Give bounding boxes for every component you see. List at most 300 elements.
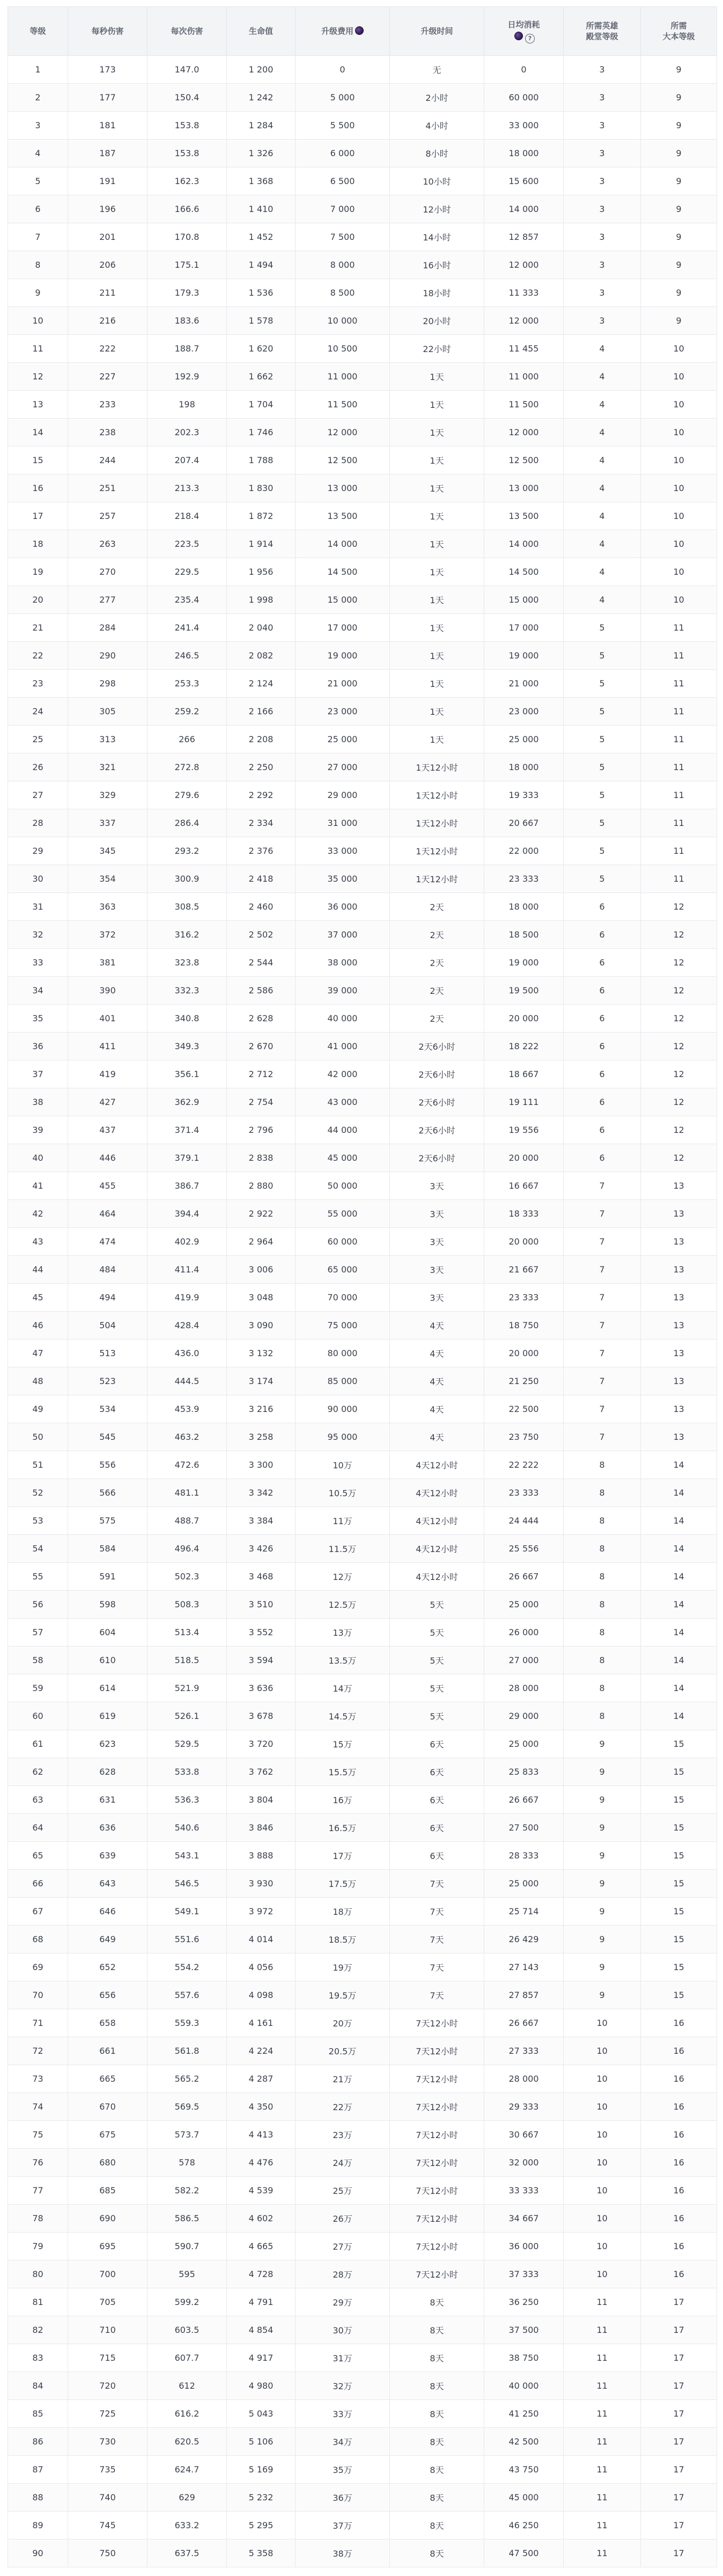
cell-daily-cost: 18 667 [484, 1060, 564, 1088]
cell-upgrade-time: 8天 [390, 2372, 484, 2400]
table-row [8, 726, 717, 753]
cell-level: 65 [8, 1842, 68, 1870]
cell-hitpoints: 2 376 [227, 837, 296, 865]
cell-damage-per-hit: 633.2 [147, 2512, 227, 2540]
cell-damage-per-hit: 573.7 [147, 2121, 227, 2149]
cell-damage-per-hit: 557.6 [147, 1981, 227, 2009]
cell-level: 66 [8, 1870, 68, 1898]
cell-town-hall-level: 15 [641, 1814, 717, 1842]
cell-town-hall-level: 9 [641, 140, 717, 167]
cell-hero-hall-level: 5 [564, 726, 641, 753]
cell-damage-per-hit: 533.8 [147, 1758, 227, 1786]
cell-daily-cost: 12 500 [484, 447, 564, 474]
table-row [8, 474, 717, 502]
cell-level: 81 [8, 2288, 68, 2316]
table-row [8, 2344, 717, 2372]
cell-daily-cost: 16 667 [484, 1172, 564, 1200]
cell-hero-hall-level: 4 [564, 502, 641, 530]
cell-level: 72 [8, 2037, 68, 2065]
cell-hero-hall-level: 9 [564, 1981, 641, 2009]
cell-upgrade-time: 22小时 [390, 335, 484, 363]
cell-hitpoints: 1 200 [227, 56, 296, 84]
cell-daily-cost: 18 750 [484, 1312, 564, 1340]
cell-town-hall-level: 13 [641, 1312, 717, 1340]
cell-damage-per-hit: 218.4 [147, 502, 227, 530]
cell-daily-cost: 21 667 [484, 1256, 564, 1284]
cell-dps: 504 [68, 1312, 147, 1340]
table-row [8, 1870, 717, 1898]
cell-daily-cost: 37 500 [484, 2316, 564, 2344]
cell-hero-hall-level: 11 [564, 2316, 641, 2344]
cell-daily-cost: 25 714 [484, 1898, 564, 1926]
cell-hitpoints: 1 956 [227, 558, 296, 586]
cell-damage-per-hit: 444.5 [147, 1367, 227, 1395]
cell-hitpoints: 2 208 [227, 726, 296, 753]
cell-hitpoints: 2 418 [227, 865, 296, 893]
cell-hitpoints: 2 166 [227, 698, 296, 726]
cell-dps: 614 [68, 1674, 147, 1702]
cell-hero-hall-level: 9 [564, 1926, 641, 1953]
cell-hero-hall-level: 3 [564, 195, 641, 223]
help-icon[interactable]: ? [525, 34, 535, 43]
table-row [8, 586, 717, 614]
cell-upgrade-time: 8天 [390, 2400, 484, 2428]
table-row [8, 335, 717, 363]
table-row [8, 1730, 717, 1758]
cell-upgrade-cost: 15 000 [296, 586, 390, 614]
cell-damage-per-hit: 603.5 [147, 2316, 227, 2344]
cell-hitpoints: 3 342 [227, 1479, 296, 1507]
cell-hitpoints: 3 720 [227, 1730, 296, 1758]
cell-upgrade-cost: 14 000 [296, 530, 390, 558]
table-row [8, 1144, 717, 1172]
table-row [8, 223, 717, 251]
table-row [8, 1814, 717, 1842]
cell-upgrade-cost: 12 000 [296, 419, 390, 447]
table-row [8, 1423, 717, 1451]
cell-damage-per-hit: 561.8 [147, 2037, 227, 2065]
cell-town-hall-level: 9 [641, 279, 717, 307]
cell-level: 13 [8, 391, 68, 419]
cell-dps: 715 [68, 2344, 147, 2372]
cell-level: 15 [8, 447, 68, 474]
cell-hitpoints: 2 460 [227, 893, 296, 921]
cell-upgrade-time: 1天12小时 [390, 809, 484, 837]
cell-town-hall-level: 14 [641, 1619, 717, 1646]
cell-dps: 372 [68, 921, 147, 949]
cell-daily-cost: 18 000 [484, 893, 564, 921]
cell-hero-hall-level: 3 [564, 251, 641, 279]
cell-upgrade-time: 5天 [390, 1619, 484, 1646]
cell-damage-per-hit: 411.4 [147, 1256, 227, 1284]
header-hero-hall-level: 所需英雄 殿堂等级 [564, 7, 641, 56]
cell-hero-hall-level: 6 [564, 921, 641, 949]
cell-upgrade-time: 4天12小时 [390, 1563, 484, 1591]
cell-daily-cost: 14 000 [484, 530, 564, 558]
cell-upgrade-time: 18小时 [390, 279, 484, 307]
cell-daily-cost: 14 500 [484, 558, 564, 586]
cell-town-hall-level: 15 [641, 1842, 717, 1870]
cell-upgrade-cost: 28万 [296, 2260, 390, 2288]
cell-hero-hall-level: 5 [564, 642, 641, 670]
cell-damage-per-hit: 436.0 [147, 1340, 227, 1367]
cell-upgrade-cost: 25万 [296, 2177, 390, 2205]
cell-upgrade-time: 1天12小时 [390, 753, 484, 781]
cell-level: 45 [8, 1284, 68, 1312]
cell-dps: 598 [68, 1591, 147, 1619]
table-row [8, 1507, 717, 1535]
table-row [8, 2233, 717, 2260]
cell-dps: 745 [68, 2512, 147, 2540]
cell-dps: 628 [68, 1758, 147, 1786]
cell-daily-cost: 18 333 [484, 1200, 564, 1228]
cell-upgrade-time: 5天 [390, 1646, 484, 1674]
cell-level: 77 [8, 2177, 68, 2205]
cell-level: 55 [8, 1563, 68, 1591]
cell-town-hall-level: 17 [641, 2316, 717, 2344]
cell-level: 5 [8, 167, 68, 195]
cell-dps: 750 [68, 2540, 147, 2567]
cell-town-hall-level: 17 [641, 2540, 717, 2567]
header-upgrade-time: 升级时间 [390, 7, 484, 56]
cell-town-hall-level: 11 [641, 865, 717, 893]
table-row [8, 1033, 717, 1060]
cell-dps: 206 [68, 251, 147, 279]
cell-daily-cost: 19 500 [484, 977, 564, 1005]
cell-level: 14 [8, 419, 68, 447]
cell-daily-cost: 18 222 [484, 1033, 564, 1060]
cell-dps: 670 [68, 2093, 147, 2121]
cell-town-hall-level: 14 [641, 1591, 717, 1619]
cell-level: 30 [8, 865, 68, 893]
cell-hitpoints: 3 006 [227, 1256, 296, 1284]
cell-upgrade-time: 7天12小时 [390, 2233, 484, 2260]
cell-upgrade-cost: 29万 [296, 2288, 390, 2316]
cell-daily-cost: 0 [484, 56, 564, 84]
cell-damage-per-hit: 551.6 [147, 1926, 227, 1953]
cell-level: 7 [8, 223, 68, 251]
cell-town-hall-level: 17 [641, 2344, 717, 2372]
cell-upgrade-time: 7天12小时 [390, 2177, 484, 2205]
cell-dps: 680 [68, 2149, 147, 2177]
cell-hitpoints: 5 232 [227, 2484, 296, 2512]
cell-dps: 695 [68, 2233, 147, 2260]
cell-daily-cost: 12 857 [484, 223, 564, 251]
cell-daily-cost: 15 600 [484, 167, 564, 195]
cell-upgrade-time: 1天 [390, 363, 484, 391]
cell-daily-cost: 46 250 [484, 2512, 564, 2540]
dark-elixir-icon [514, 32, 523, 40]
cell-level: 32 [8, 921, 68, 949]
table-row [8, 698, 717, 726]
cell-upgrade-time: 4天 [390, 1367, 484, 1395]
cell-level: 44 [8, 1256, 68, 1284]
cell-level: 1 [8, 56, 68, 84]
cell-hero-hall-level: 3 [564, 56, 641, 84]
table-row [8, 1172, 717, 1200]
cell-daily-cost: 36 000 [484, 2233, 564, 2260]
cell-upgrade-cost: 21 000 [296, 670, 390, 698]
cell-dps: 313 [68, 726, 147, 753]
cell-town-hall-level: 13 [641, 1200, 717, 1228]
cell-damage-per-hit: 578 [147, 2149, 227, 2177]
cell-upgrade-cost: 10万 [296, 1451, 390, 1479]
cell-hero-hall-level: 6 [564, 1144, 641, 1172]
table-row [8, 419, 717, 447]
cell-daily-cost: 11 455 [484, 335, 564, 363]
cell-upgrade-time: 8小时 [390, 140, 484, 167]
cell-hero-hall-level: 3 [564, 140, 641, 167]
cell-level: 2 [8, 84, 68, 112]
table-row [8, 1088, 717, 1116]
cell-level: 3 [8, 112, 68, 140]
cell-hitpoints: 1 242 [227, 84, 296, 112]
cell-hero-hall-level: 9 [564, 1870, 641, 1898]
cell-level: 50 [8, 1423, 68, 1451]
header-row [8, 7, 717, 56]
cell-hero-hall-level: 11 [564, 2540, 641, 2567]
cell-town-hall-level: 14 [641, 1563, 717, 1591]
cell-level: 36 [8, 1033, 68, 1060]
cell-dps: 619 [68, 1702, 147, 1730]
cell-hitpoints: 3 090 [227, 1312, 296, 1340]
cell-level: 18 [8, 530, 68, 558]
cell-upgrade-time: 无 [390, 56, 484, 84]
cell-dps: 545 [68, 1423, 147, 1451]
cell-upgrade-time: 4天 [390, 1423, 484, 1451]
cell-dps: 494 [68, 1284, 147, 1312]
cell-hitpoints: 1 368 [227, 167, 296, 195]
cell-upgrade-cost: 14.5万 [296, 1702, 390, 1730]
cell-daily-cost: 19 000 [484, 949, 564, 977]
cell-daily-cost: 25 556 [484, 1535, 564, 1563]
cell-town-hall-level: 13 [641, 1256, 717, 1284]
cell-level: 46 [8, 1312, 68, 1340]
cell-town-hall-level: 17 [641, 2484, 717, 2512]
cell-town-hall-level: 9 [641, 112, 717, 140]
cell-upgrade-time: 4天12小时 [390, 1451, 484, 1479]
cell-damage-per-hit: 546.5 [147, 1870, 227, 1898]
cell-daily-cost: 60 000 [484, 84, 564, 112]
cell-hero-hall-level: 8 [564, 1507, 641, 1535]
cell-town-hall-level: 14 [641, 1451, 717, 1479]
cell-daily-cost: 20 667 [484, 809, 564, 837]
cell-hitpoints: 3 636 [227, 1674, 296, 1702]
cell-town-hall-level: 11 [641, 809, 717, 837]
cell-damage-per-hit: 586.5 [147, 2205, 227, 2233]
cell-hero-hall-level: 6 [564, 893, 641, 921]
table-row [8, 2260, 717, 2288]
cell-upgrade-cost: 50 000 [296, 1172, 390, 1200]
cell-daily-cost: 27 333 [484, 2037, 564, 2065]
cell-town-hall-level: 10 [641, 335, 717, 363]
cell-level: 6 [8, 195, 68, 223]
cell-level: 84 [8, 2372, 68, 2400]
cell-upgrade-cost: 55 000 [296, 1200, 390, 1228]
cell-upgrade-time: 5天 [390, 1702, 484, 1730]
cell-hero-hall-level: 11 [564, 2372, 641, 2400]
cell-damage-per-hit: 166.6 [147, 195, 227, 223]
cell-hitpoints: 1 746 [227, 419, 296, 447]
cell-upgrade-time: 3天 [390, 1284, 484, 1312]
cell-upgrade-cost: 13 500 [296, 502, 390, 530]
cell-upgrade-cost: 17万 [296, 1842, 390, 1870]
cell-hitpoints: 4 476 [227, 2149, 296, 2177]
cell-level: 62 [8, 1758, 68, 1786]
cell-hitpoints: 3 552 [227, 1619, 296, 1646]
cell-upgrade-time: 3天 [390, 1200, 484, 1228]
cell-upgrade-time: 8天 [390, 2512, 484, 2540]
cell-upgrade-cost: 38万 [296, 2540, 390, 2567]
table-row [8, 279, 717, 307]
cell-damage-per-hit: 582.2 [147, 2177, 227, 2205]
cell-daily-cost: 25 000 [484, 1591, 564, 1619]
cell-level: 41 [8, 1172, 68, 1200]
cell-level: 10 [8, 307, 68, 335]
cell-damage-per-hit: 637.5 [147, 2540, 227, 2567]
cell-hero-hall-level: 4 [564, 391, 641, 419]
table-row [8, 949, 717, 977]
cell-dps: 591 [68, 1563, 147, 1591]
cell-hero-hall-level: 10 [564, 2149, 641, 2177]
cell-damage-per-hit: 371.4 [147, 1116, 227, 1144]
cell-damage-per-hit: 170.8 [147, 223, 227, 251]
cell-upgrade-time: 16小时 [390, 251, 484, 279]
cell-level: 83 [8, 2344, 68, 2372]
cell-damage-per-hit: 340.8 [147, 1005, 227, 1033]
cell-level: 20 [8, 586, 68, 614]
cell-daily-cost: 29 333 [484, 2093, 564, 2121]
cell-dps: 646 [68, 1898, 147, 1926]
cell-town-hall-level: 17 [641, 2428, 717, 2456]
table-row [8, 1674, 717, 1702]
cell-dps: 419 [68, 1060, 147, 1088]
cell-upgrade-time: 2天6小时 [390, 1033, 484, 1060]
cell-hitpoints: 1 452 [227, 223, 296, 251]
cell-hitpoints: 3 048 [227, 1284, 296, 1312]
cell-town-hall-level: 12 [641, 1116, 717, 1144]
cell-daily-cost: 26 667 [484, 1563, 564, 1591]
cell-hitpoints: 4 161 [227, 2009, 296, 2037]
cell-daily-cost: 18 000 [484, 753, 564, 781]
cell-upgrade-time: 4天 [390, 1340, 484, 1367]
cell-upgrade-cost: 0 [296, 56, 390, 84]
cell-hero-hall-level: 10 [564, 2205, 641, 2233]
cell-hitpoints: 4 413 [227, 2121, 296, 2149]
cell-hitpoints: 5 295 [227, 2512, 296, 2540]
cell-hero-hall-level: 9 [564, 1953, 641, 1981]
cell-upgrade-time: 8天 [390, 2288, 484, 2316]
cell-upgrade-cost: 11万 [296, 1507, 390, 1535]
cell-upgrade-cost: 25 000 [296, 726, 390, 753]
cell-hitpoints: 4 728 [227, 2260, 296, 2288]
cell-upgrade-cost: 10.5万 [296, 1479, 390, 1507]
cell-level: 71 [8, 2009, 68, 2037]
cell-town-hall-level: 17 [641, 2456, 717, 2484]
cell-dps: 191 [68, 167, 147, 195]
cell-upgrade-cost: 13.5万 [296, 1646, 390, 1674]
cell-hero-hall-level: 10 [564, 2121, 641, 2149]
cell-town-hall-level: 11 [641, 837, 717, 865]
table-row [8, 1591, 717, 1619]
cell-daily-cost: 38 750 [484, 2344, 564, 2372]
cell-hero-hall-level: 6 [564, 1116, 641, 1144]
cell-town-hall-level: 16 [641, 2093, 717, 2121]
cell-daily-cost: 25 833 [484, 1758, 564, 1786]
cell-dps: 484 [68, 1256, 147, 1284]
table-row [8, 1228, 717, 1256]
cell-damage-per-hit: 179.3 [147, 279, 227, 307]
cell-damage-per-hit: 402.9 [147, 1228, 227, 1256]
cell-damage-per-hit: 202.3 [147, 419, 227, 447]
cell-daily-cost: 29 000 [484, 1702, 564, 1730]
cell-town-hall-level: 14 [641, 1535, 717, 1563]
cell-damage-per-hit: 192.9 [147, 363, 227, 391]
cell-hitpoints: 1 620 [227, 335, 296, 363]
cell-dps: 705 [68, 2288, 147, 2316]
cell-upgrade-time: 7天12小时 [390, 2149, 484, 2177]
cell-upgrade-time: 5天 [390, 1591, 484, 1619]
cell-town-hall-level: 11 [641, 698, 717, 726]
cell-dps: 604 [68, 1619, 147, 1646]
cell-town-hall-level: 15 [641, 1786, 717, 1814]
cell-daily-cost: 20 000 [484, 1005, 564, 1033]
cell-hitpoints: 3 300 [227, 1451, 296, 1479]
cell-upgrade-cost: 12 500 [296, 447, 390, 474]
cell-level: 16 [8, 474, 68, 502]
table-row [8, 1981, 717, 2009]
cell-hero-hall-level: 8 [564, 1591, 641, 1619]
table-row [8, 251, 717, 279]
cell-hero-hall-level: 9 [564, 1842, 641, 1870]
cell-hero-hall-level: 7 [564, 1284, 641, 1312]
table-row [8, 1395, 717, 1423]
cell-hero-hall-level: 5 [564, 753, 641, 781]
cell-dps: 390 [68, 977, 147, 1005]
cell-damage-per-hit: 620.5 [147, 2428, 227, 2456]
table-row [8, 2400, 717, 2428]
cell-hitpoints: 4 854 [227, 2316, 296, 2344]
cell-damage-per-hit: 153.8 [147, 140, 227, 167]
cell-town-hall-level: 13 [641, 1172, 717, 1200]
cell-dps: 270 [68, 558, 147, 586]
cell-hero-hall-level: 11 [564, 2288, 641, 2316]
table-row [8, 781, 717, 809]
cell-upgrade-time: 8天 [390, 2540, 484, 2567]
cell-hero-hall-level: 4 [564, 558, 641, 586]
cell-hero-hall-level: 4 [564, 363, 641, 391]
table-row [8, 2372, 717, 2400]
table-row [8, 1116, 717, 1144]
cell-dps: 610 [68, 1646, 147, 1674]
cell-dps: 257 [68, 502, 147, 530]
cell-upgrade-cost: 18万 [296, 1898, 390, 1926]
cell-hero-hall-level: 8 [564, 1451, 641, 1479]
cell-upgrade-cost: 14 500 [296, 558, 390, 586]
cell-damage-per-hit: 308.5 [147, 893, 227, 921]
cell-town-hall-level: 12 [641, 949, 717, 977]
cell-town-hall-level: 11 [641, 614, 717, 642]
cell-upgrade-time: 7天12小时 [390, 2260, 484, 2288]
cell-damage-per-hit: 394.4 [147, 1200, 227, 1228]
cell-daily-cost: 36 250 [484, 2288, 564, 2316]
cell-damage-per-hit: 198 [147, 391, 227, 419]
cell-hero-hall-level: 8 [564, 1563, 641, 1591]
cell-damage-per-hit: 569.5 [147, 2093, 227, 2121]
cell-upgrade-cost: 23万 [296, 2121, 390, 2149]
cell-upgrade-time: 2小时 [390, 84, 484, 112]
table-row [8, 1898, 717, 1926]
